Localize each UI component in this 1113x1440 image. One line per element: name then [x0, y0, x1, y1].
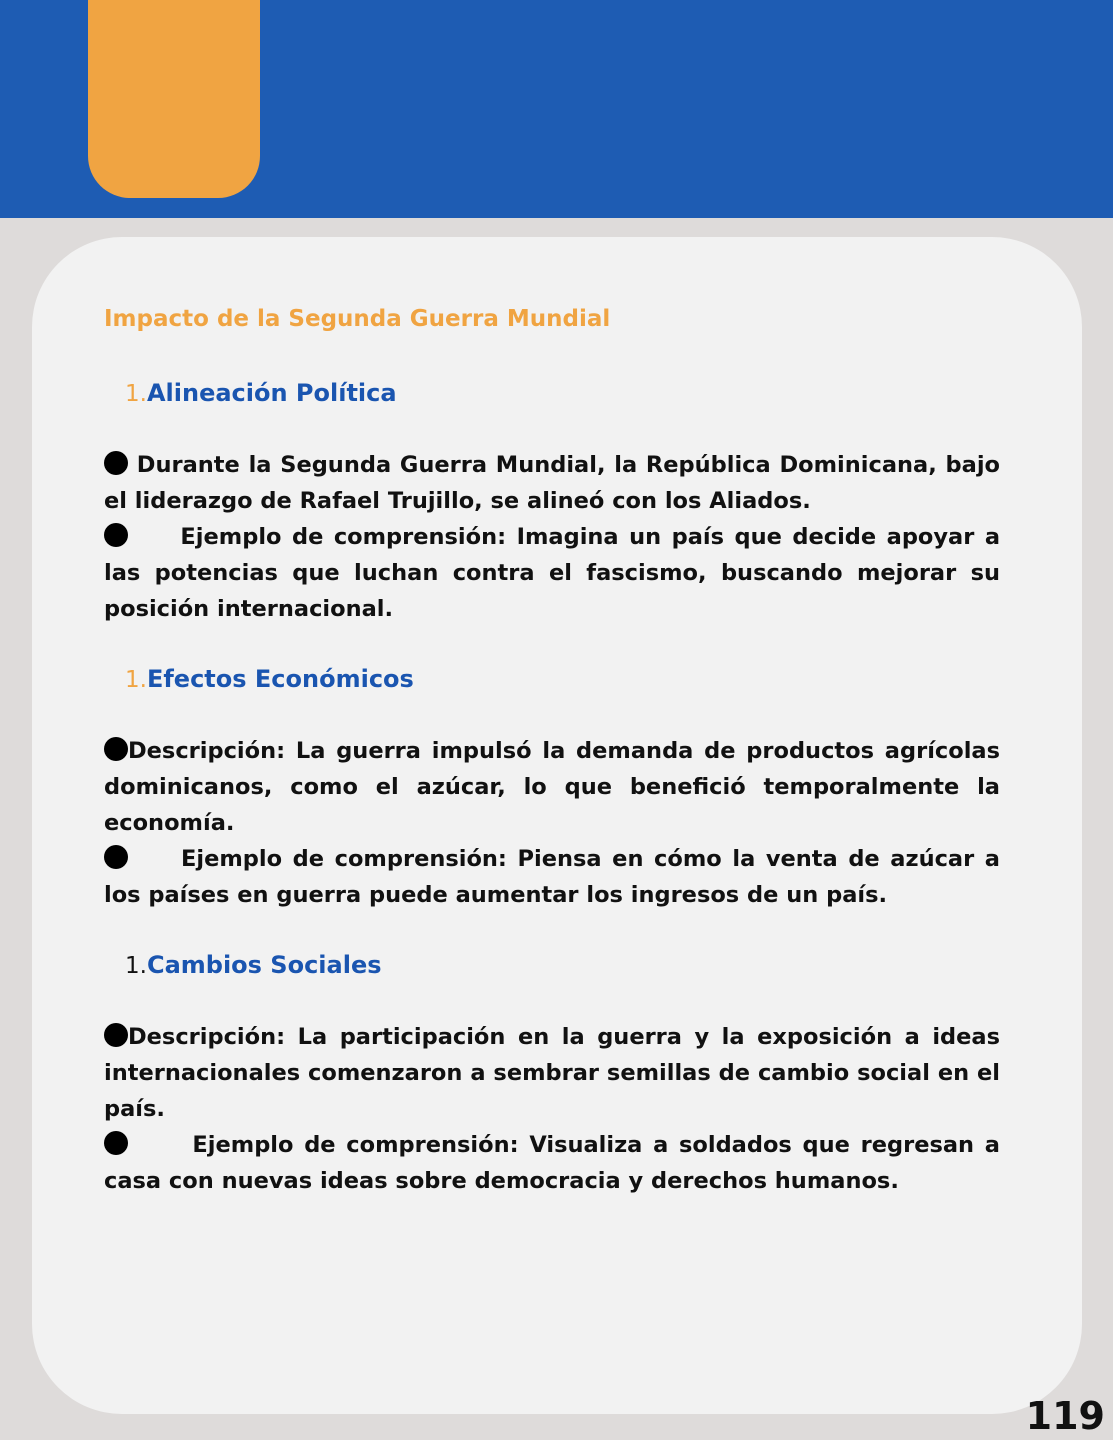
section-title: Alineación Política [146, 379, 397, 407]
section-title: Efectos Económicos [146, 665, 414, 693]
page-heading: Impacto de la Segunda Guerra Mundial [104, 306, 611, 332]
paragraph-ejemplo-1 [104, 519, 1000, 627]
paragraph-descripcion-3 [104, 1019, 1000, 1127]
paragraph-text: Ejemplo de comprensión: Imagina un país que decide apoyar a las potencias que luchan contra el fascismo, buscando mejorar su posición internacional. [104, 524, 1000, 622]
section-title: Cambios Sociales [146, 951, 382, 979]
paragraph-ejemplo-3 [104, 1127, 1000, 1199]
orange-tab-decoration [88, 0, 260, 198]
paragraph-ejemplo-2 [104, 841, 1000, 913]
paragraph-text: Durante la Segunda Guerra Mundial, la República Dominicana, bajo el liderazgo de Rafael Trujillo, se alineó con los Aliados. [104, 452, 1000, 514]
bullet-icon [104, 1023, 128, 1047]
section-subtitle-cambios [125, 950, 382, 981]
bullet-icon [104, 523, 128, 547]
paragraph-text: Ejemplo de comprensión: Visualiza a soldados que regresan a casa con nuevas ideas sobre democracia y derechos humanos. [104, 1132, 1000, 1194]
paragraph-durante [104, 447, 1000, 519]
bullet-icon [104, 1131, 128, 1155]
bullet-icon [104, 737, 128, 761]
section-subtitle-alineacion [125, 378, 397, 409]
paragraph-text: Descripción: La guerra impulsó la demanda de productos agrícolas dominicanos, como el azúcar, lo que benefició temporalmente la economía. [104, 738, 1000, 836]
bullet-icon [104, 451, 128, 475]
section-number: 1. [125, 381, 147, 407]
paragraph-text: Descripción: La participación en la guerra y la exposición a ideas internacionales comenzaron a sembrar semillas de cambio social en el país. [104, 1024, 1000, 1122]
section-number: 1. [125, 667, 147, 693]
page-number: 119 [1025, 1394, 1105, 1438]
bullet-icon [104, 845, 128, 869]
section-number: 1. [125, 953, 147, 979]
section-subtitle-efectos [125, 664, 414, 695]
paragraph-descripcion-2 [104, 733, 1000, 841]
paragraph-text: Ejemplo de comprensión: Piensa en cómo la venta de azúcar a los países en guerra puede aumentar los ingresos de un país. [104, 846, 1000, 908]
